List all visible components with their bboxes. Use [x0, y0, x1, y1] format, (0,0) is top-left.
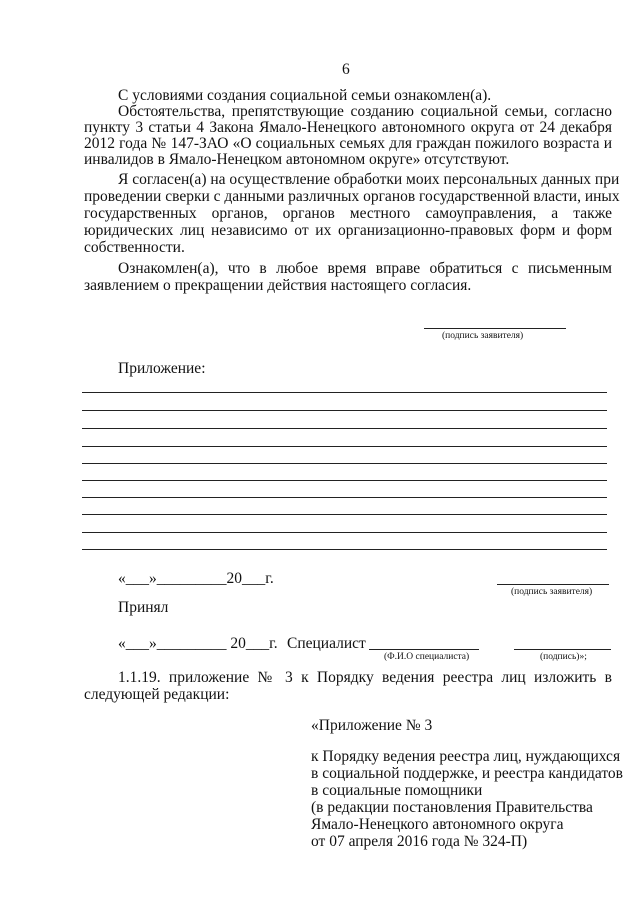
amendment-line: следующей редакции:: [84, 686, 230, 703]
sign-line: [514, 649, 611, 650]
appendix-blank-line: [82, 497, 607, 498]
appendix-blank-line: [82, 428, 607, 429]
annex-title: «Приложение № 3: [311, 717, 433, 734]
date-line: «___»_________20___г.: [118, 570, 274, 587]
paragraph-consent-line: юридических лиц независимо от их организационно-правовых форм и форм: [84, 222, 612, 239]
paragraph-circumstances-line: Обстоятельства, препятствующие созданию социальной семьи, согласно: [118, 103, 612, 120]
date-line-specialist: «___»_________ 20___г.: [118, 635, 278, 652]
signature-caption: (подпись заявителя): [442, 331, 524, 341]
sign-caption: (подпись)»;: [540, 652, 587, 662]
paragraph-circumstances-line: инвалидов в Ямало-Ненецком автономном округе» отсутствуют.: [84, 151, 510, 168]
paragraph-consent-line: Я согласен(а) на осуществление обработки моих персональных данных при: [118, 171, 620, 188]
paragraph-conditions: С условиями создания социальной семьи ознакомлен(а).: [118, 87, 492, 104]
appendix-label: Приложение:: [118, 360, 206, 377]
annex-line: к Порядку ведения реестра лиц, нуждающихся: [311, 748, 621, 765]
appendix-blank-line: [82, 532, 607, 533]
annex-line: Ямало-Ненецкого автономного округа: [311, 816, 564, 833]
signature-caption: (подпись заявителя): [511, 587, 593, 597]
fio-line: [369, 649, 479, 650]
specialist-label: Специалист: [287, 635, 366, 652]
appendix-blank-line: [82, 463, 607, 464]
annex-line: от 07 апреля 2016 года № 324-П): [311, 833, 528, 850]
annex-line: (в редакции постановления Правительства: [311, 799, 593, 816]
appendix-blank-line: [82, 410, 607, 411]
paragraph-acknowledged-line: Ознакомлен(а), что в любое время вправе обратиться с письменным: [118, 260, 612, 277]
page-number: 6: [342, 61, 350, 78]
signature-line: [497, 584, 609, 585]
paragraph-consent-line: собственности.: [84, 239, 185, 256]
appendix-blank-line: [82, 514, 607, 515]
appendix-blank-line: [82, 392, 607, 393]
paragraph-acknowledged-line: заявлением о прекращении действия настоящего согласия.: [84, 277, 472, 294]
accepted-label: Принял: [118, 599, 169, 616]
fio-caption: (Ф.И.О специалиста): [384, 652, 470, 662]
appendix-blank-line: [82, 549, 607, 550]
paragraph-consent-line: государственных органов, органов местного самоуправления, а также: [84, 205, 612, 222]
amendment-line: 1.1.19. приложение № 3 к Порядку ведения реестра лиц изложить в: [118, 669, 612, 686]
paragraph-consent-line: проведении сверки с данными различных органов государственной власти, иных: [84, 188, 620, 205]
annex-line: в социальной поддержке, и реестра кандидатов: [311, 765, 623, 782]
annex-line: в социальные помощники: [311, 782, 483, 799]
appendix-blank-line: [82, 446, 607, 447]
paragraph-circumstances-line: 2012 года № 147-ЗАО «О социальных семьях для граждан пожилого возраста и: [84, 135, 612, 152]
paragraph-circumstances-line: пункту 3 статьи 4 Закона Ямало-Ненецкого автономного округа от 24 декабря: [84, 119, 612, 136]
appendix-blank-line: [82, 480, 607, 481]
signature-line: [424, 328, 566, 329]
